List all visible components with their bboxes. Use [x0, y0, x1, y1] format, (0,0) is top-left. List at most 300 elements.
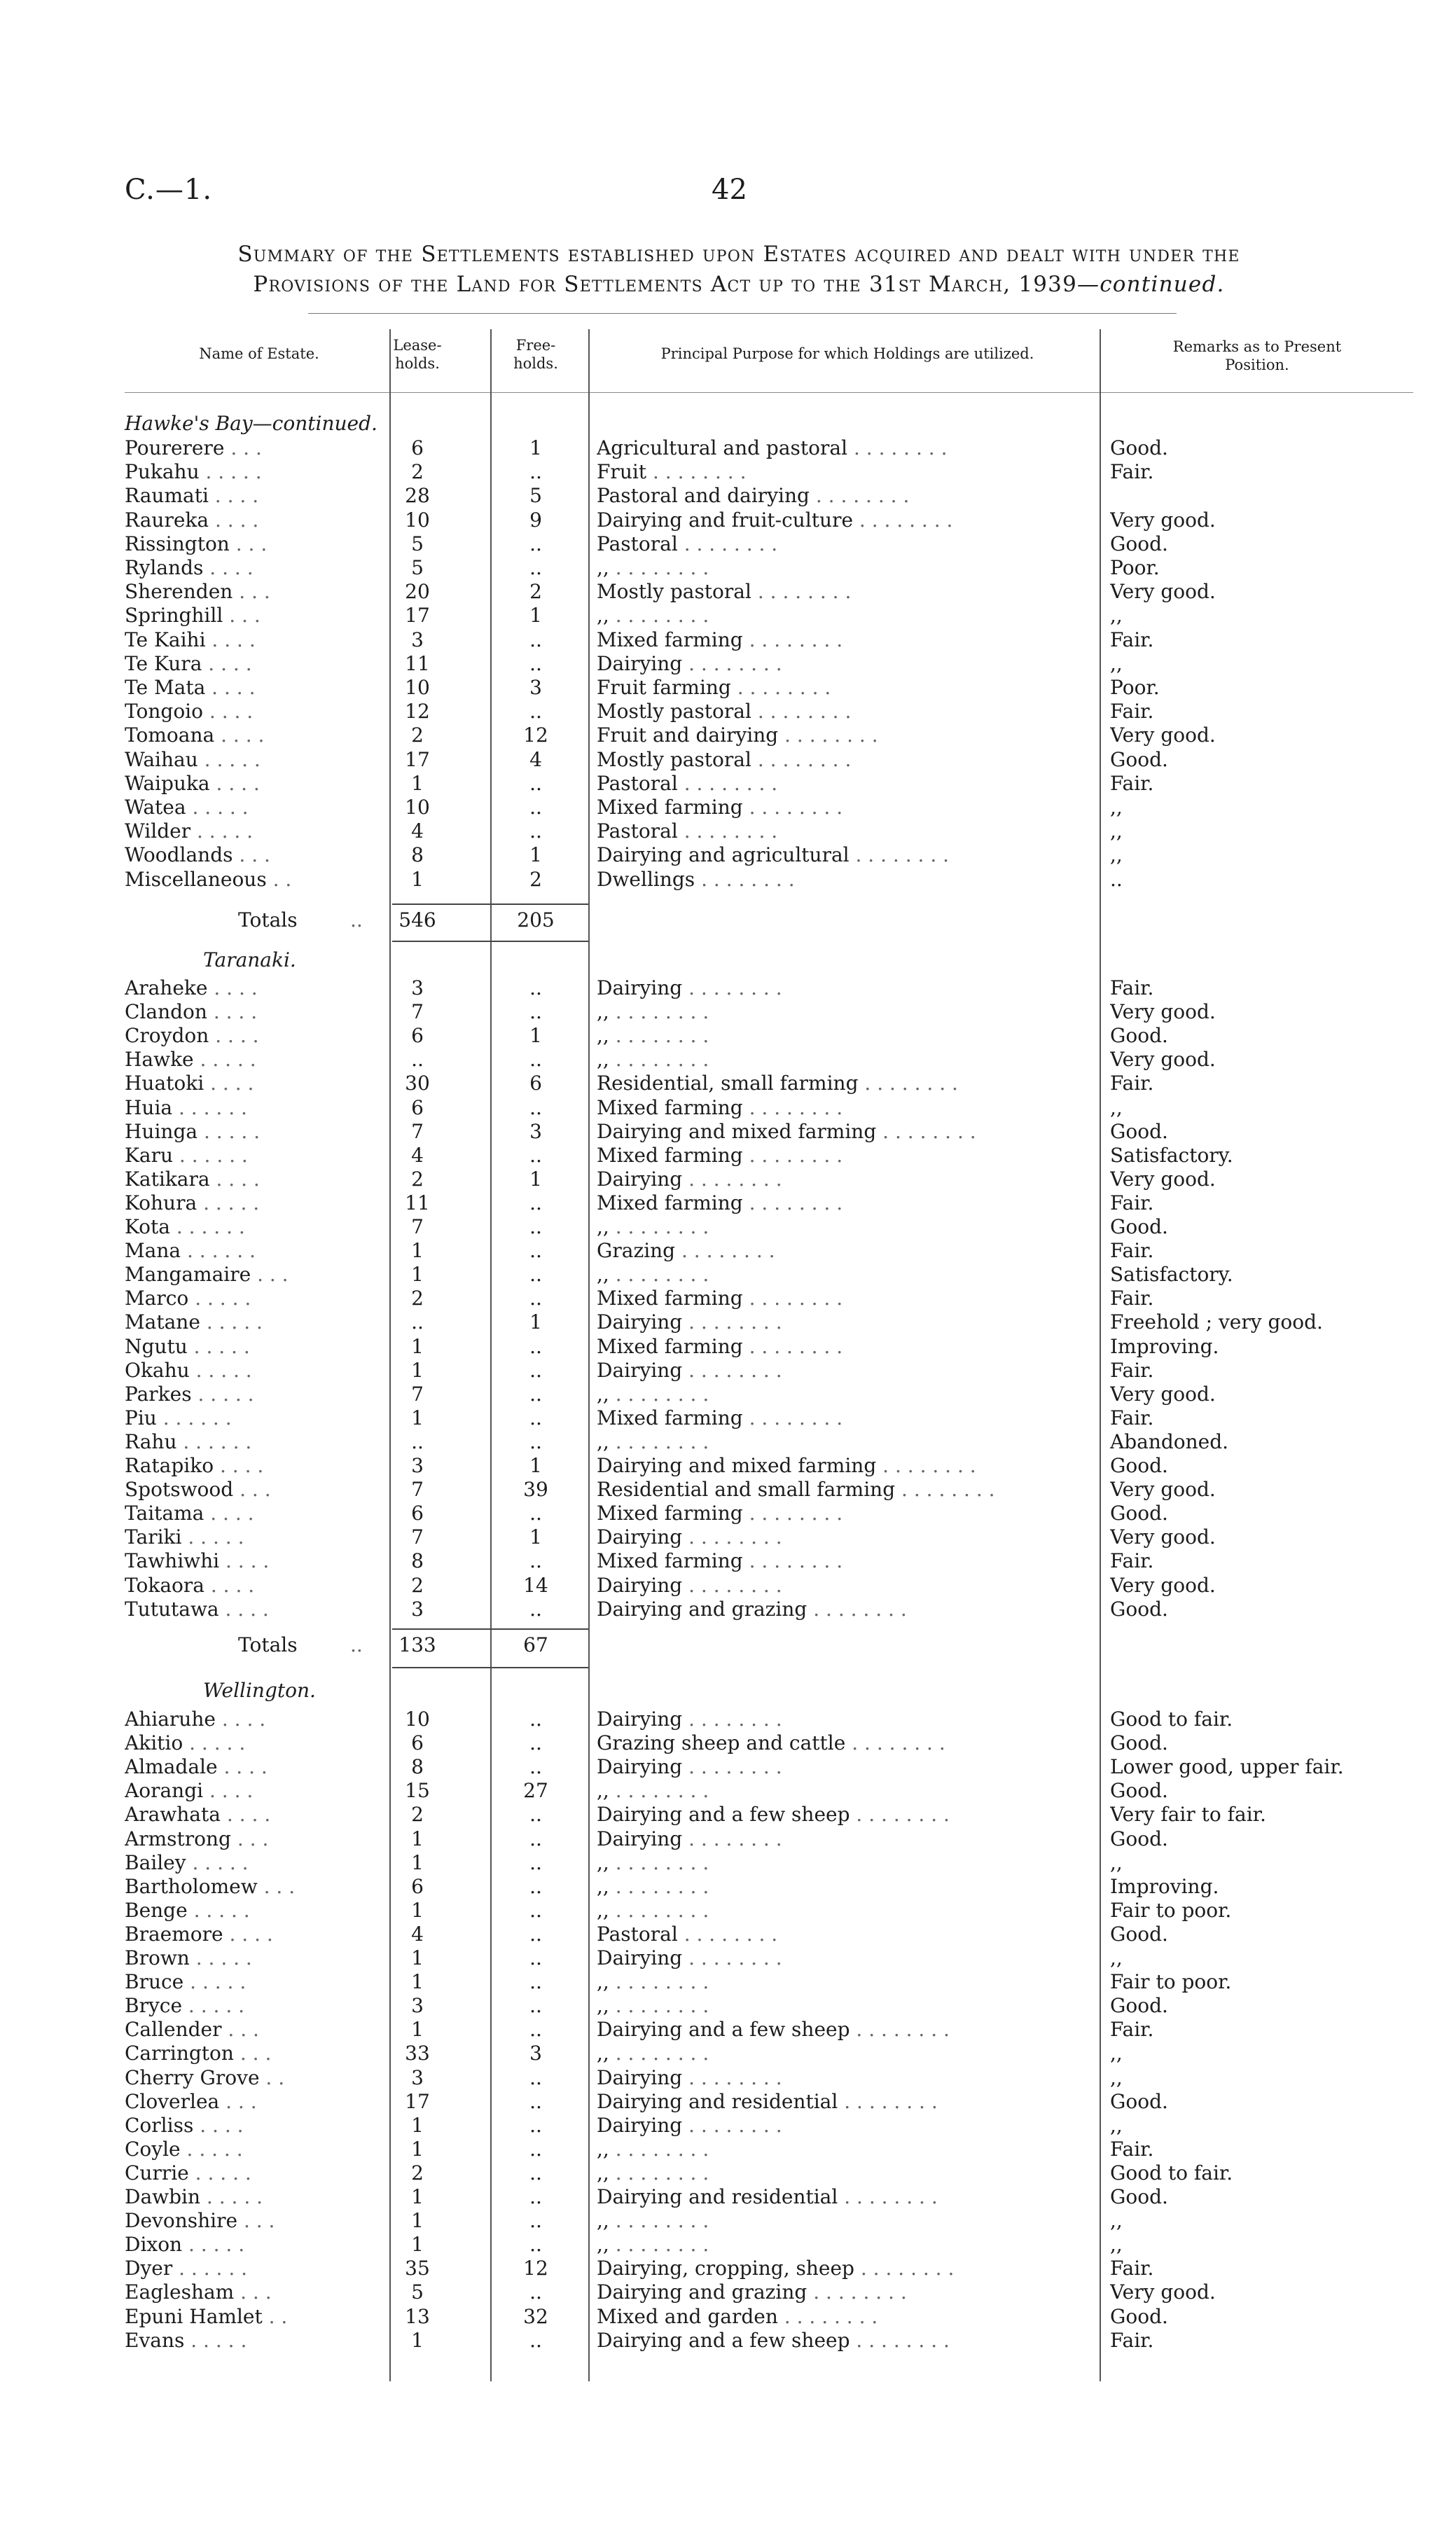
- remarks-cell-text: ,,: [1110, 2209, 1123, 2232]
- purpose-cell: [597, 2256, 1093, 2280]
- leader-dots: . . . . . . . .: [675, 1239, 775, 1262]
- table-row: [0, 1334, 1456, 1359]
- purpose-cell: [597, 1525, 1093, 1549]
- col-header-free-1: Free-: [515, 337, 556, 354]
- leaseholds-cell-text: 35: [405, 2257, 430, 2280]
- purpose-cell: [597, 1922, 1093, 1946]
- remarks-cell-text: Very good.: [1110, 2280, 1216, 2304]
- remarks-cell-text: Very good.: [1110, 1000, 1216, 1023]
- estate-name: [125, 795, 391, 819]
- freeholds-cell: [504, 2280, 567, 2304]
- leaseholds-cell-text: 2: [411, 1287, 424, 1310]
- freeholds-cell-text: ..: [529, 1827, 542, 1850]
- leader-dots: . . . . . . . .: [751, 700, 852, 723]
- remarks-cell: [1110, 1549, 1418, 1573]
- purpose-cell: [597, 1167, 1093, 1191]
- table-row: [0, 1023, 1456, 1048]
- freeholds-cell: [504, 1922, 567, 1946]
- remarks-cell: [1110, 723, 1418, 747]
- estate-name-text: Karu: [125, 1144, 174, 1167]
- table-row: [0, 1358, 1456, 1383]
- freeholds-cell-text: ..: [529, 1851, 542, 1874]
- leader-dots: . . . . . . . .: [682, 2114, 782, 2137]
- purpose-cell-text: Fruit: [597, 460, 647, 483]
- remarks-cell-text: Poor.: [1110, 676, 1160, 699]
- remarks-cell-text: Good.: [1110, 1120, 1168, 1143]
- freeholds-cell: [504, 1754, 567, 1779]
- remarks-cell: [1110, 795, 1418, 819]
- estate-name: [125, 1095, 391, 1120]
- freeholds-cell-text: ..: [529, 2114, 542, 2137]
- freeholds-cell-text: ..: [529, 1755, 542, 1778]
- leader-dots: . . . . .: [181, 1525, 244, 1549]
- purpose-cell-text: Dairying: [597, 1525, 683, 1549]
- leader-dots: . . . . . . . .: [895, 1478, 995, 1501]
- estate-name: [125, 675, 391, 700]
- remarks-cell: [1110, 1047, 1418, 1072]
- purpose-cell-text: ,,: [597, 1875, 609, 1898]
- estate-name: [125, 1597, 391, 1621]
- purpose-cell-text: ,,: [597, 1048, 609, 1071]
- estate-name-text: Marco: [125, 1287, 189, 1310]
- freeholds-cell-text: ..: [529, 1708, 542, 1731]
- leader-dots: . . .: [233, 2042, 272, 2065]
- freeholds-cell: [504, 771, 567, 796]
- table-row: [0, 1778, 1456, 1803]
- remarks-cell: [1110, 2185, 1418, 2209]
- remarks-cell-text: ..: [1110, 868, 1123, 891]
- estate-name: [125, 1214, 391, 1239]
- leaseholds-cell-text: 4: [411, 1923, 424, 1946]
- estate-name: [125, 1310, 391, 1334]
- leader-dots: . . . . . . . .: [682, 1755, 782, 1778]
- remarks-cell-text: Lower good, upper fair.: [1110, 1755, 1344, 1778]
- leaseholds-cell: [384, 1262, 451, 1287]
- table-row: [0, 1874, 1456, 1899]
- purpose-cell: [597, 1707, 1093, 1731]
- purpose-cell: [597, 976, 1093, 1000]
- leader-dots: . . . . .: [182, 2233, 245, 2256]
- remarks-cell: [1110, 976, 1418, 1000]
- estate-name: [125, 603, 391, 628]
- purpose-cell: [597, 771, 1093, 796]
- freeholds-cell-text: ..: [529, 772, 542, 795]
- purpose-cell: [597, 459, 1093, 484]
- table-row: [0, 555, 1456, 580]
- leader-dots: . . . . . . . .: [777, 2305, 878, 2328]
- leader-dots: . . . . . . . .: [849, 843, 950, 866]
- leaseholds-cell-text: 2: [411, 460, 424, 483]
- remarks-cell: [1110, 2113, 1418, 2138]
- freeholds-cell-text: ..: [529, 1287, 542, 1310]
- estate-name-text: Rissington: [125, 532, 230, 555]
- purpose-cell-text: Residential and small farming: [597, 1478, 896, 1501]
- freeholds-cell-text: 3: [529, 676, 542, 699]
- table-row: [0, 1047, 1456, 1072]
- table-row: [0, 1898, 1456, 1923]
- leaseholds-cell-text: 15: [405, 1779, 430, 1802]
- leader-dots: . . . . .: [189, 1359, 252, 1382]
- table-row: [0, 1214, 1456, 1239]
- purpose-cell: [597, 2304, 1093, 2329]
- leaseholds-cell-text: 17: [405, 2090, 430, 2113]
- estate-name-text: Arawhata: [125, 1803, 221, 1826]
- leaseholds-cell-text: 1: [411, 1827, 424, 1850]
- purpose-cell: [597, 2017, 1093, 2042]
- freeholds-cell: [504, 1850, 567, 1875]
- purpose-cell-text: Dairying: [597, 1755, 683, 1778]
- purpose-cell: [597, 1549, 1093, 1573]
- estate-name: [125, 1731, 391, 1755]
- freeholds-cell-text: ..: [529, 2090, 542, 2113]
- leaseholds-cell-text: 5: [411, 532, 424, 555]
- leader-dots: . . . . .: [197, 748, 261, 771]
- col-header-purpose: [602, 345, 1093, 363]
- remarks-cell-text: Good.: [1110, 2185, 1168, 2208]
- table-row: [0, 1382, 1456, 1406]
- purpose-cell: [597, 1382, 1093, 1406]
- estate-name: [125, 1754, 391, 1779]
- leaseholds-cell: [384, 819, 451, 843]
- purpose-cell-text: Dairying and agricultural: [597, 843, 850, 866]
- purpose-cell: [597, 1778, 1093, 1803]
- leader-dots: . .: [259, 2066, 285, 2089]
- freeholds-cell-text: ..: [529, 2233, 542, 2256]
- leader-dots: . . . . . . . .: [838, 2090, 938, 2113]
- purpose-cell: [597, 628, 1093, 652]
- freeholds-cell: [504, 1969, 567, 1994]
- estate-name-text: Dawbin: [125, 2185, 201, 2208]
- leaseholds-cell-text: 5: [411, 556, 424, 579]
- remarks-cell: [1110, 2280, 1418, 2304]
- leader-dots: . . .: [233, 580, 270, 603]
- freeholds-cell-text: ..: [529, 2329, 542, 2352]
- leader-dots: . . . . . . . .: [609, 1000, 709, 1023]
- estate-name: [125, 1382, 391, 1406]
- leaseholds-cell-text: 17: [405, 748, 430, 771]
- purpose-cell: [597, 579, 1093, 604]
- leader-dots: . . . .: [209, 1168, 260, 1191]
- leaseholds-cell-text: 28: [405, 484, 430, 507]
- freeholds-cell: [504, 2017, 567, 2042]
- totals-leaseholds: 133: [398, 1633, 436, 1656]
- freeholds-cell: [504, 1501, 567, 1525]
- estate-name-text: Ngutu: [125, 1335, 188, 1358]
- leaseholds-cell-text: 1: [411, 868, 424, 891]
- leaseholds-cell: [384, 1731, 451, 1755]
- freeholds-cell-text: ..: [529, 1383, 542, 1406]
- freeholds-cell: [504, 579, 567, 604]
- leader-dots: . . . . . . . .: [850, 1803, 950, 1826]
- estate-name: [125, 1827, 391, 1851]
- leader-dots: . . . . .: [197, 1120, 261, 1143]
- table-row: [0, 1143, 1456, 1168]
- leaseholds-cell: [384, 2137, 451, 2161]
- purpose-cell-text: Mixed farming: [597, 1549, 743, 1572]
- purpose-cell-text: ,,: [597, 1263, 609, 1286]
- remarks-cell-text: Freehold ; very good.: [1110, 1310, 1323, 1334]
- leaseholds-cell: [384, 2232, 451, 2257]
- leader-dots: . . . . . .: [172, 1096, 247, 1119]
- table-row: [0, 1827, 1456, 1851]
- remarks-cell-text: Good.: [1110, 2090, 1168, 2113]
- table-row: [0, 1922, 1456, 1946]
- totals-rule-top: [392, 1628, 588, 1630]
- header-rule-bottom: [125, 392, 1413, 393]
- table-row: [0, 508, 1456, 532]
- col-header-name-text: Name of Estate.: [199, 345, 319, 362]
- estate-name: [125, 555, 391, 580]
- estate-name: [125, 1023, 391, 1048]
- remarks-cell: [1110, 1898, 1418, 1923]
- purpose-cell-text: ,,: [597, 1000, 609, 1023]
- leaseholds-cell: [384, 459, 451, 484]
- purpose-cell-text: Dairying and mixed farming: [597, 1454, 877, 1477]
- estate-name: [125, 771, 391, 796]
- leader-dots: . . . . .: [200, 2185, 263, 2208]
- leaseholds-cell-text: 5: [411, 2280, 424, 2304]
- estate-name-text: Huatoki: [125, 1072, 204, 1095]
- remarks-cell-text: Satisfactory.: [1110, 1144, 1233, 1167]
- leader-dots: . . . .: [215, 1708, 266, 1731]
- leader-dots: . . . . . . . .: [682, 2066, 782, 2089]
- freeholds-cell: [504, 1167, 567, 1191]
- col-header-free-2: holds.: [513, 355, 558, 372]
- freeholds-cell: [504, 1453, 567, 1478]
- title-continued: —continued.: [1077, 272, 1225, 297]
- leaseholds-cell: [384, 1707, 451, 1731]
- estate-name: [125, 2041, 391, 2065]
- leaseholds-cell-text: 8: [411, 843, 424, 866]
- estate-name: [125, 1802, 391, 1827]
- estate-name: [125, 1286, 391, 1310]
- remarks-cell: [1110, 1802, 1418, 1827]
- totals-leaseholds: 546: [398, 908, 436, 932]
- estate-name: [125, 2161, 391, 2185]
- table-row: [0, 1406, 1456, 1430]
- estate-name-text: Watea: [125, 796, 186, 819]
- purpose-cell-text: Mostly pastoral: [597, 700, 751, 723]
- leader-dots: . . .: [257, 1875, 296, 1898]
- estate-name-text: Katikara: [125, 1168, 210, 1191]
- freeholds-cell-text: ..: [529, 1239, 542, 1262]
- leader-dots: . . . . . . . .: [609, 1970, 709, 1993]
- remarks-cell-text: Improving.: [1110, 1875, 1219, 1898]
- purpose-cell: [597, 1429, 1093, 1454]
- purpose-cell-text: Dairying and a few sheep: [597, 1803, 850, 1826]
- freeholds-cell: [504, 1023, 567, 1048]
- table-row: [0, 1525, 1456, 1549]
- estate-name-text: Kohura: [125, 1191, 197, 1214]
- estate-name-text: Tongoio: [125, 700, 203, 723]
- remarks-cell: [1110, 2137, 1418, 2161]
- leaseholds-cell: [384, 603, 451, 628]
- freeholds-cell-text: ..: [529, 1144, 542, 1167]
- leader-dots: . . . . .: [188, 1287, 251, 1310]
- purpose-cell: [597, 1597, 1093, 1621]
- leaseholds-cell: [384, 2185, 451, 2209]
- table-row: [0, 1850, 1456, 1875]
- leader-dots: . . . . . . . .: [609, 1048, 709, 1071]
- table-row: [0, 1754, 1456, 1779]
- purpose-cell-text: ,,: [597, 1899, 609, 1922]
- estate-name-text: Carrington: [125, 2042, 234, 2065]
- leaseholds-cell-text: 10: [405, 1708, 430, 1731]
- leader-dots: . . . . .: [189, 1946, 252, 1969]
- freeholds-cell-text: 1: [529, 1168, 542, 1191]
- freeholds-cell: [504, 2041, 567, 2065]
- purpose-cell-text: ,,: [597, 1970, 609, 1993]
- purpose-cell: [597, 1477, 1093, 1502]
- estate-name: [125, 699, 391, 723]
- remarks-cell-text: Very good.: [1110, 1525, 1216, 1549]
- leader-dots: . . . . . . . .: [682, 1310, 782, 1334]
- remarks-cell-text: Fair.: [1110, 628, 1154, 651]
- leaseholds-cell-text: 2: [411, 1168, 424, 1191]
- purpose-cell-text: Dairying: [597, 2114, 683, 2137]
- purpose-cell: [597, 532, 1093, 556]
- leaseholds-cell: [384, 1167, 451, 1191]
- freeholds-cell: [504, 747, 567, 772]
- purpose-cell: [597, 1993, 1093, 2018]
- leader-dots: . . . . . . . .: [838, 2185, 938, 2208]
- freeholds-cell: [504, 675, 567, 700]
- leaseholds-cell-text: 3: [411, 2066, 424, 2089]
- estate-name: [125, 2065, 391, 2090]
- table-row: [0, 699, 1456, 723]
- purpose-cell-text: Dairying: [597, 1168, 683, 1191]
- freeholds-cell: [504, 1993, 567, 2018]
- freeholds-cell: [504, 2304, 567, 2329]
- leader-dots: . . . . . . . .: [847, 436, 948, 459]
- leaseholds-cell-text: 10: [405, 508, 430, 532]
- title-line-2: [105, 270, 1373, 300]
- remarks-cell-text: ,,: [1110, 819, 1123, 843]
- estate-name: [125, 1501, 391, 1525]
- purpose-cell: [597, 483, 1093, 508]
- remarks-cell: [1110, 1382, 1418, 1406]
- remarks-cell: [1110, 555, 1418, 580]
- estate-name-text: Spotswood: [125, 1478, 234, 1501]
- leader-dots: . . . . . . . .: [742, 1549, 843, 1572]
- purpose-cell-text: Dairying and residential: [597, 2090, 838, 2113]
- remarks-cell-text: Fair.: [1110, 2257, 1154, 2280]
- estate-name-text: Huinga: [125, 1120, 198, 1143]
- title-line-2-text: Provisions of the Land for Settlements Act up to the 31st March, 1939: [253, 272, 1078, 297]
- remarks-cell-text: Good.: [1110, 1454, 1168, 1477]
- leaseholds-cell-text: 1: [411, 2209, 424, 2232]
- remarks-cell-text: Very good.: [1110, 580, 1216, 603]
- purpose-cell: [597, 2089, 1093, 2114]
- leaseholds-cell-text: ..: [411, 1310, 424, 1334]
- freeholds-cell-text: ..: [529, 1000, 542, 1023]
- freeholds-cell-text: ..: [529, 1096, 542, 1119]
- table-row: [0, 2304, 1456, 2329]
- remarks-cell: [1110, 1071, 1418, 1095]
- purpose-cell: [597, 603, 1093, 628]
- purpose-cell: [597, 1214, 1093, 1239]
- leader-dots: . . . .: [208, 484, 259, 507]
- leaseholds-cell: [384, 628, 451, 652]
- remarks-cell-text: Fair.: [1110, 2329, 1154, 2352]
- leaseholds-cell-text: 20: [405, 580, 430, 603]
- remarks-cell: [1110, 1754, 1418, 1779]
- remarks-cell-text: Fair.: [1110, 1359, 1154, 1382]
- remarks-cell-text: Fair.: [1110, 976, 1154, 999]
- leaseholds-cell: [384, 1898, 451, 1923]
- estate-name: [125, 1358, 391, 1383]
- leaseholds-cell-text: 3: [411, 628, 424, 651]
- estate-name-text: Armstrong: [125, 1827, 231, 1850]
- estate-name: [125, 628, 391, 652]
- estate-name-text: Waipuka: [125, 772, 210, 795]
- leaseholds-cell-text: 7: [411, 1478, 424, 1501]
- leaseholds-cell: [384, 1874, 451, 1899]
- estate-name: [125, 1778, 391, 1803]
- leaseholds-cell: [384, 1429, 451, 1454]
- leaseholds-cell: [384, 1802, 451, 1827]
- freeholds-cell-text: ..: [529, 1994, 542, 2017]
- leader-dots: . . . . .: [188, 2161, 251, 2185]
- leaseholds-cell-text: 13: [405, 2305, 430, 2328]
- leader-dots: . . . .: [207, 976, 258, 999]
- leaseholds-cell: [384, 1850, 451, 1875]
- purpose-cell-text: Dairying: [597, 652, 683, 675]
- leader-dots: . .: [262, 2305, 288, 2328]
- leaseholds-cell-text: 1: [411, 2138, 424, 2161]
- purpose-cell-text: Dairying: [597, 1310, 683, 1334]
- freeholds-cell: [504, 1874, 567, 1899]
- remarks-cell: [1110, 1501, 1418, 1525]
- estate-name-text: Ratapiko: [125, 1454, 214, 1477]
- totals-rule-bottom: [392, 1667, 588, 1668]
- remarks-cell: [1110, 1095, 1418, 1120]
- remarks-cell-text: Good.: [1110, 1731, 1168, 1754]
- estate-name: [125, 579, 391, 604]
- remarks-cell: [1110, 1143, 1418, 1168]
- freeholds-cell: [504, 628, 567, 652]
- purpose-cell: [597, 1238, 1093, 1263]
- purpose-cell-text: Mixed farming: [597, 796, 743, 819]
- table-row: [0, 436, 1456, 460]
- purpose-cell: [597, 1286, 1093, 1310]
- leaseholds-cell-text: 10: [405, 676, 430, 699]
- remarks-cell-text: Fair to poor.: [1110, 1899, 1232, 1922]
- purpose-cell: [597, 555, 1093, 580]
- leaseholds-cell: [384, 1334, 451, 1359]
- table-row: [0, 1238, 1456, 1263]
- purpose-cell-text: Dairying and fruit-culture: [597, 508, 854, 532]
- freeholds-cell: [504, 2185, 567, 2209]
- purpose-cell-text: ,,: [597, 604, 609, 627]
- freeholds-cell-text: ..: [529, 1946, 542, 1969]
- estate-name-text: Te Mata: [125, 676, 206, 699]
- freeholds-cell-text: 9: [529, 508, 542, 532]
- freeholds-cell-text: 1: [529, 1024, 542, 1047]
- leader-dots: . . . .: [220, 1803, 271, 1826]
- remarks-cell-text: Fair.: [1110, 1239, 1154, 1262]
- leaseholds-cell: [384, 2089, 451, 2114]
- purpose-cell-text: ,,: [597, 1024, 609, 1047]
- remarks-cell: [1110, 1525, 1418, 1549]
- leaseholds-cell: [384, 2113, 451, 2138]
- estate-name-text: Te Kura: [125, 652, 202, 675]
- purpose-cell-text: ,,: [597, 1383, 609, 1406]
- freeholds-cell-text: ..: [529, 2209, 542, 2232]
- freeholds-cell: [504, 459, 567, 484]
- freeholds-cell: [504, 1898, 567, 1923]
- freeholds-cell-text: ..: [529, 532, 542, 555]
